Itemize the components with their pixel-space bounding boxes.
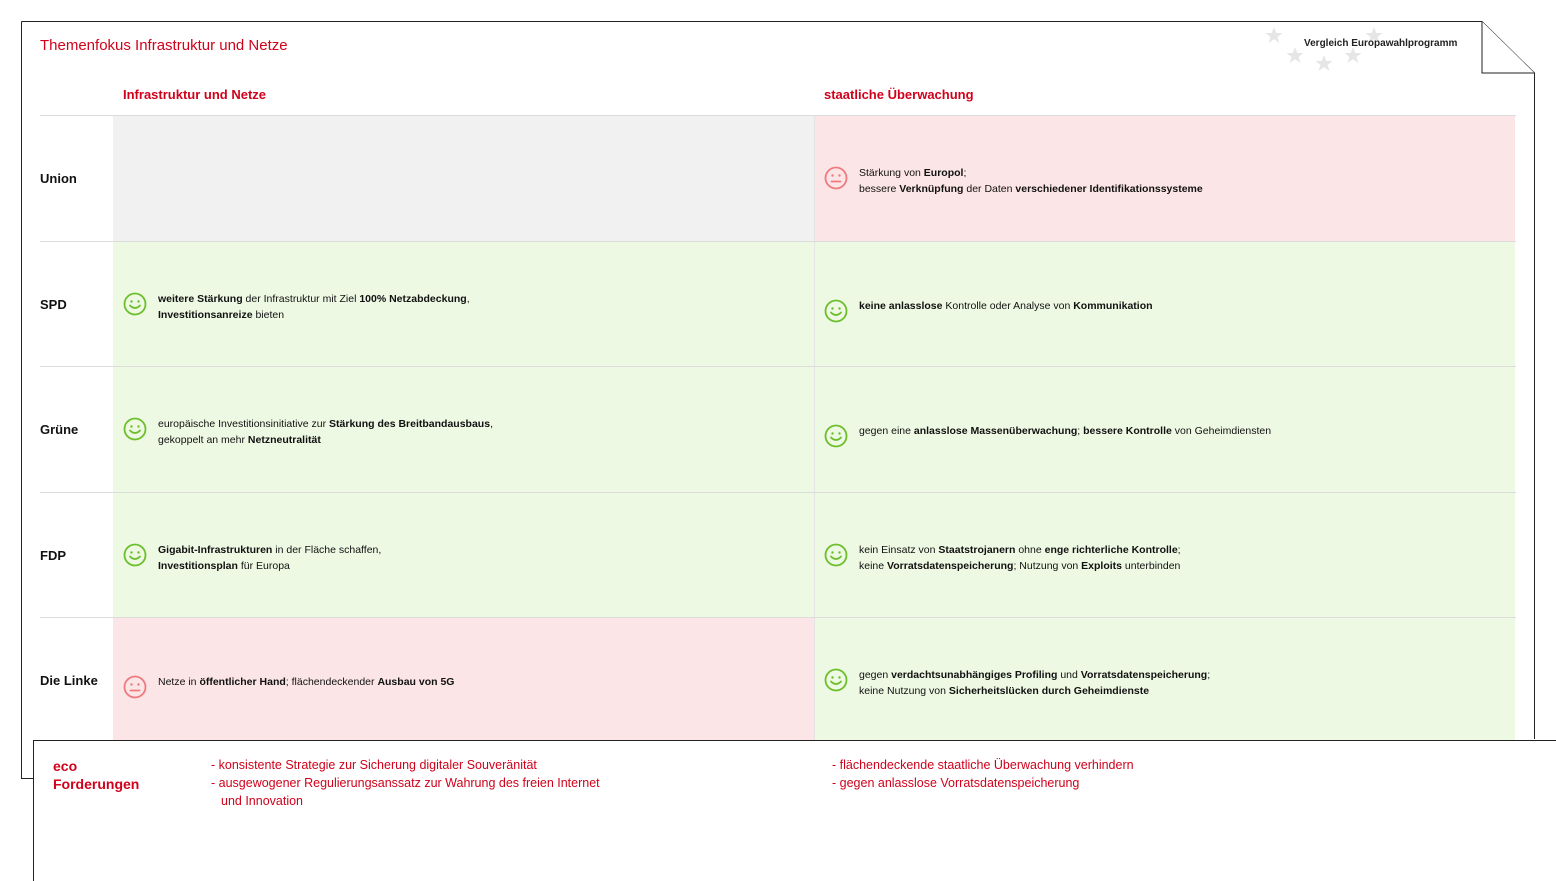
smiley-icon [123, 292, 147, 316]
document-sheet [21, 21, 1535, 779]
cell-text-line [158, 416, 804, 432]
bold-phrase: weitere Stärkung [158, 293, 243, 305]
cell-text [859, 165, 1505, 197]
cell-text-line [859, 667, 1505, 683]
bold-phrase: Staatstrojanern [938, 544, 1016, 556]
text-phrase: ohne [1015, 544, 1045, 556]
bold-phrase: Exploits [1081, 560, 1123, 572]
text-phrase: Netze in [158, 676, 200, 688]
demand-item-continuation: und Innovation [221, 794, 304, 808]
text-phrase: der Infrastruktur mit Ziel [242, 293, 360, 305]
column-divider [814, 493, 815, 618]
neutral-face-icon [824, 166, 848, 190]
column-divider [814, 367, 815, 492]
cell-text [158, 542, 804, 574]
party-name: SPD [40, 297, 67, 312]
neutral-face-icon [123, 675, 147, 699]
table-cell [113, 367, 814, 492]
table-cell [113, 618, 814, 743]
text-phrase: Stärkung von [859, 167, 924, 179]
column-divider [814, 116, 815, 241]
bold-phrase: Europol [923, 167, 964, 179]
demand-item: - gegen anlasslose Vorratsdatenspeicherung [832, 776, 1080, 790]
text-phrase: ; [1077, 425, 1084, 437]
smiley-icon [824, 668, 848, 692]
bold-phrase: Vorratsdatenspeicherung [1080, 669, 1208, 681]
text-phrase: von Geheimdiensten [1171, 425, 1272, 437]
bold-phrase: Gigabit-Infrastrukturen [158, 544, 273, 556]
bold-phrase: öffentlicher Hand [199, 676, 286, 688]
party-name: FDP [40, 548, 66, 563]
column-divider [814, 242, 815, 367]
bold-phrase: verdachtsunabhängiges Profiling [891, 669, 1058, 681]
footer-label [53, 757, 139, 793]
cell-text-line [859, 181, 1505, 197]
cell-text-line [859, 558, 1505, 574]
text-phrase: gegen eine [859, 425, 914, 437]
cell-text-line [158, 674, 804, 690]
bold-phrase: Sicherheitslücken durch Geheimdienste [948, 685, 1150, 697]
cell-text-line [859, 683, 1505, 699]
cell-text-line [859, 423, 1505, 439]
text-phrase: , [466, 293, 470, 305]
table-cell [814, 367, 1515, 492]
text-phrase: keine Nutzung von [859, 685, 949, 697]
text-phrase: keine [859, 560, 888, 572]
party-name: Die Linke [40, 673, 98, 688]
bold-phrase: Netzneutralität [247, 434, 321, 446]
party-name: Grüne [40, 422, 79, 437]
cell-text [158, 674, 804, 690]
cell-text [859, 423, 1505, 439]
text-phrase: ; [1177, 544, 1181, 556]
bold-phrase: Verknüpfung [899, 183, 964, 195]
text-phrase: für Europa [237, 560, 290, 572]
smiley-icon [123, 543, 147, 567]
cell-text-line [158, 307, 804, 323]
smiley-icon [824, 424, 848, 448]
smiley-icon [824, 543, 848, 567]
demand-item: - flächendeckende staatliche Überwachung verhindern [832, 758, 1134, 772]
eu-stars-icon [1261, 25, 1391, 75]
text-phrase: gekoppelt an mehr [158, 434, 248, 446]
text-phrase: kein Einsatz von [859, 544, 939, 556]
demands-surveillance [832, 756, 1134, 792]
cell-text [158, 416, 804, 448]
cell-text [859, 667, 1505, 699]
party-name: Union [40, 171, 77, 186]
cell-text-line [859, 542, 1505, 558]
text-phrase: bieten [252, 309, 285, 321]
bold-phrase: Vorratsdatenspeicherung [887, 560, 1014, 572]
column-divider [814, 618, 815, 743]
cell-text-line [859, 298, 1505, 314]
bold-phrase: enge richterliche Kontrolle [1044, 544, 1178, 556]
smiley-icon [824, 299, 848, 323]
bold-phrase: Kommunikation [1073, 300, 1153, 312]
text-phrase: ; flächendeckender [285, 676, 378, 688]
footer-label-line1: eco [53, 758, 78, 774]
table-cell [814, 242, 1515, 367]
table-cell [814, 618, 1515, 743]
cell-text-line [158, 291, 804, 307]
bold-phrase: anlasslose Massenüberwachung [913, 425, 1078, 437]
text-phrase: ; Nutzung von [1013, 560, 1082, 572]
text-phrase: gegen [859, 669, 892, 681]
text-phrase: Kontrolle oder Analyse von [942, 300, 1074, 312]
column-header-infrastructure: Infrastruktur und Netze [123, 87, 267, 102]
bold-phrase: 100% Netzabdeckung [359, 293, 467, 305]
table-cell [113, 242, 814, 367]
column-header-surveillance: staatliche Überwachung [824, 87, 974, 102]
bold-phrase: Ausbau von 5G [377, 676, 455, 688]
table-cell [113, 493, 814, 618]
bold-phrase: Investitionsplan [158, 560, 238, 572]
eco-demands-footer [33, 740, 1556, 881]
cell-text [859, 298, 1505, 314]
demands-infrastructure [211, 756, 600, 810]
text-phrase: ; [963, 167, 967, 179]
demand-item: - konsistente Strategie zur Sicherung digitaler Souveränität [211, 758, 537, 772]
document-label: Vergleich Europawahlprogramm [1304, 38, 1458, 49]
text-phrase: in der Fläche schaffen, [272, 544, 382, 556]
page-title: Themenfokus Infrastruktur und Netze [40, 37, 288, 54]
bold-phrase: Stärkung des Breitbandausbaus [329, 418, 491, 430]
bold-phrase: Investitionsanreize [158, 309, 253, 321]
bold-phrase: keine anlasslose [859, 300, 943, 312]
text-phrase: europäische Investitionsinitiative zur [158, 418, 330, 430]
cell-text-line [158, 542, 804, 558]
cell-text [859, 542, 1505, 574]
cell-text-line [158, 558, 804, 574]
text-phrase: bessere [859, 183, 900, 195]
table-cell [814, 116, 1515, 241]
text-phrase: unterbinden [1122, 560, 1181, 572]
bold-phrase: bessere Kontrolle [1083, 425, 1172, 437]
footer-label-line2: Forderungen [53, 776, 140, 792]
cell-text-line [859, 165, 1505, 181]
text-phrase: ; [1207, 669, 1211, 681]
text-phrase: und [1057, 669, 1081, 681]
table-cell [113, 116, 814, 241]
cell-text-line [158, 432, 804, 448]
bold-phrase: verschiedener Identifikationssysteme [1015, 183, 1203, 195]
smiley-icon [123, 417, 147, 441]
table-cell [814, 493, 1515, 618]
cell-text [158, 291, 804, 323]
demand-item: - ausgewogener Regulierungsanssatz zur Wahrung des freien Internet [211, 776, 600, 790]
text-phrase: der Daten [963, 183, 1016, 195]
text-phrase: , [490, 418, 493, 430]
